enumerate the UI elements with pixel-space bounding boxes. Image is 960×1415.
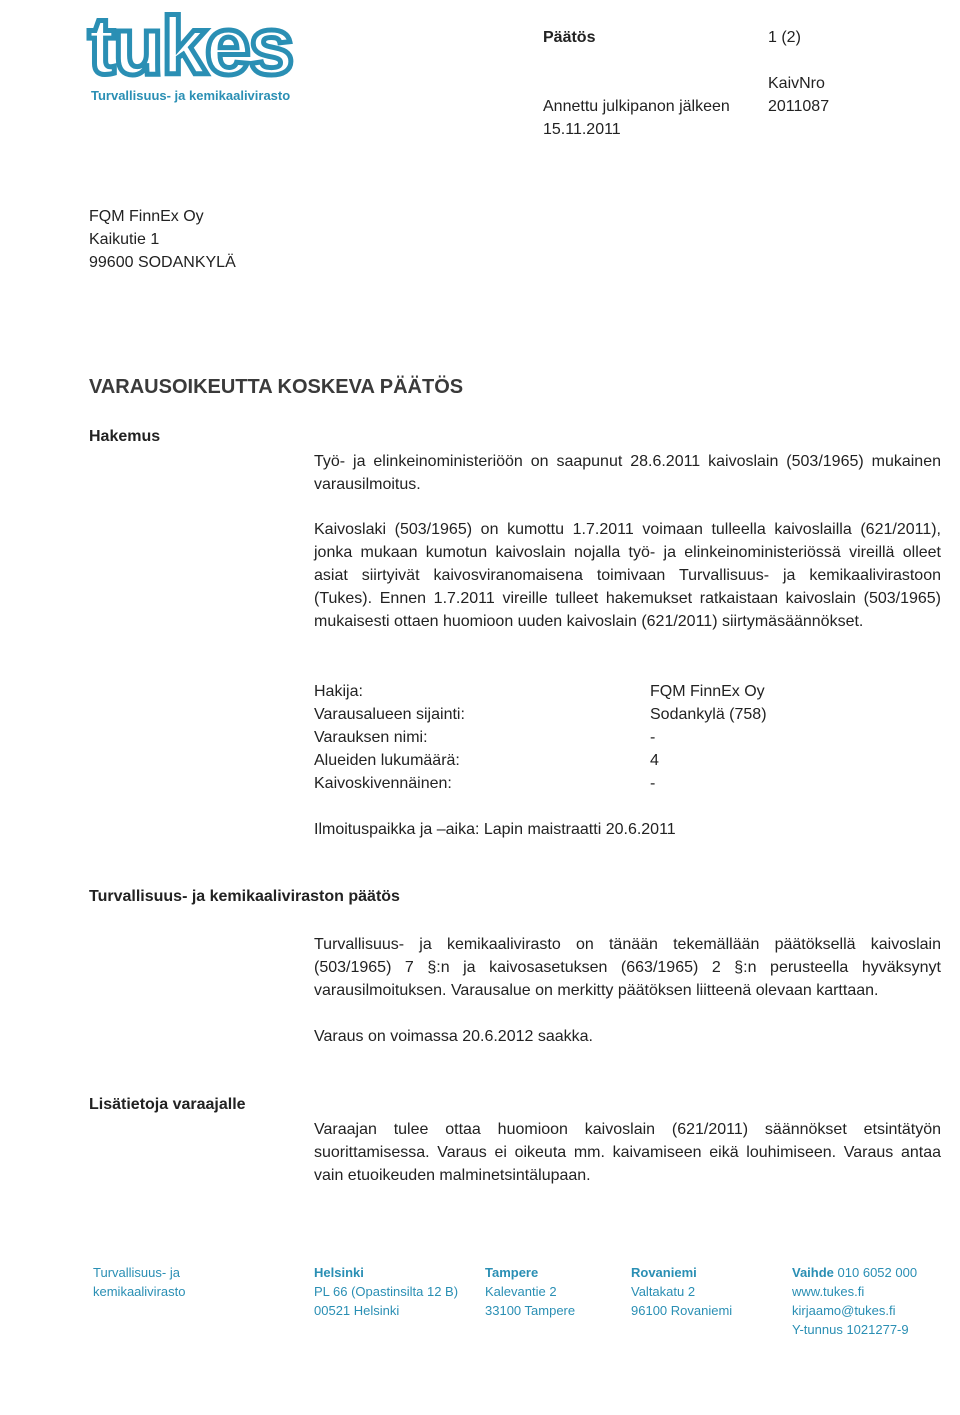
detail-key: Kaivoskivennäinen: [314,775,452,792]
footer-line: 33100 Tampere [485,1303,576,1318]
detail-value: - [650,729,656,746]
hakemus-para-2: Kaivoslaki (503/1965) on kumottu 1.7.2011 voimaan tulleella kaivoslailla (621/2011), jonka mukaan kumotun kaivoslain nojalla työ- ja elinkeinoministeriössä vireillä olleet asiat siirtyivät kaivosviranomaisena toimivaan Turvallisuus- ja kemikaalivirastoon (Tukes). Ennen 1.7.2011 vireille tulleet hakemukset ratkaistaan kaivoslain (503/1965) mukaisesti ottaen huomioon uuden kaivoslain (621/2011) siirtymäsäännökset. [314,521,941,630]
footer-tampere [485,1263,575,1320]
footer-line: 96100 Rovaniemi [631,1303,733,1318]
footer-line: PL 66 (Opastinsilta 12 B) [314,1284,459,1299]
footer-contact [792,1263,917,1339]
kaivnro-label: KaivNro [768,75,825,92]
logo-subtitle: Turvallisuus- ja kemikaalivirasto [91,88,291,103]
footer-city: Rovaniemi [631,1265,697,1280]
document-title: VARAUSOIKEUTTA KOSKEVA PÄÄTÖS [89,376,464,398]
hakemus-para-1: Työ- ja elinkeinoministeriöön on saapunut 28.6.2011 kaivoslain (503/1965) mukainen varausilmoitus. [314,453,941,493]
section-label-decision: Turvallisuus- ja kemikaaliviraston päätös [89,888,400,905]
footer-rovaniemi [631,1263,732,1320]
kaivnro-value: 2011087 [768,98,830,115]
recipient-postal: 99600 SODANKYLÄ [89,254,236,271]
doc-type: Päätös [543,29,596,46]
footer-vaihde-value: 010 6052 000 [837,1265,918,1280]
notice-line: Ilmoituspaikka ja –aika: Lapin maistraatti 20.6.2011 [314,821,676,838]
footer-line: Valtakatu 2 [631,1284,696,1299]
page-number: 1 (2) [768,29,801,46]
footer-email-link[interactable]: kirjaamo@tukes.fi [792,1303,896,1318]
detail-value: 4 [650,752,659,769]
footer-org-line2: kemikaalivirasto [93,1284,186,1299]
published-label: Annettu julkipanon jälkeen [543,98,730,115]
tukes-logo [86,4,296,88]
footer-web-link[interactable]: www.tukes.fi [792,1284,865,1299]
detail-value: - [650,775,656,792]
footer-line: Kalevantie 2 [485,1284,557,1299]
detail-key: Varausalueen sijainti: [314,706,465,723]
footer-org-line1: Turvallisuus- ja [93,1265,180,1280]
recipient-address [89,205,236,274]
section-label-info: Lisätietoja varaajalle [89,1096,246,1113]
detail-value: FQM FinnEx Oy [650,683,765,700]
recipient-street: Kaikutie 1 [89,231,160,248]
footer-city: Tampere [485,1265,539,1280]
footer-org [93,1263,185,1301]
recipient-name: FQM FinnEx Oy [89,208,204,225]
detail-value: Sodankylä (758) [650,706,767,723]
detail-key: Hakija: [314,683,363,700]
footer-helsinki [314,1263,458,1320]
info-para: Varaajan tulee ottaa huomioon kaivoslain (621/2011) säännökset etsintätyön suorittamisessa. Varaus ei oikeuta mm. kaivamiseen eikä louhimiseen. Varaus antaa vain etuoikeuden malminetsintälupaan. [314,1121,941,1184]
published-date: 15.11.2011 [543,121,621,138]
footer-vaihde [792,1263,917,1282]
footer-ytunnus: Y-tunnus 1021277-9 [792,1322,909,1337]
decision-para-1: Turvallisuus- ja kemikaalivirasto on tänään tekemällään päätöksellä kaivoslain (503/1965) 7 §:n ja kaivosasetuksen (663/1965) 2 §:n perusteella hyväksynyt varausilmoituksen. Varausalue on merkitty päätöksen liitteenä olevaan karttaan. [314,936,941,999]
section-label-hakemus: Hakemus [89,428,161,445]
footer-city: Helsinki [314,1265,364,1280]
footer-line: 00521 Helsinki [314,1303,400,1318]
decision-para-2: Varaus on voimassa 20.6.2012 saakka. [314,1028,593,1045]
detail-key: Alueiden lukumäärä: [314,752,460,769]
footer-vaihde-label: Vaihde [792,1265,834,1280]
logo-wordmark: tukes [88,4,293,88]
detail-key: Varauksen nimi: [314,729,428,746]
